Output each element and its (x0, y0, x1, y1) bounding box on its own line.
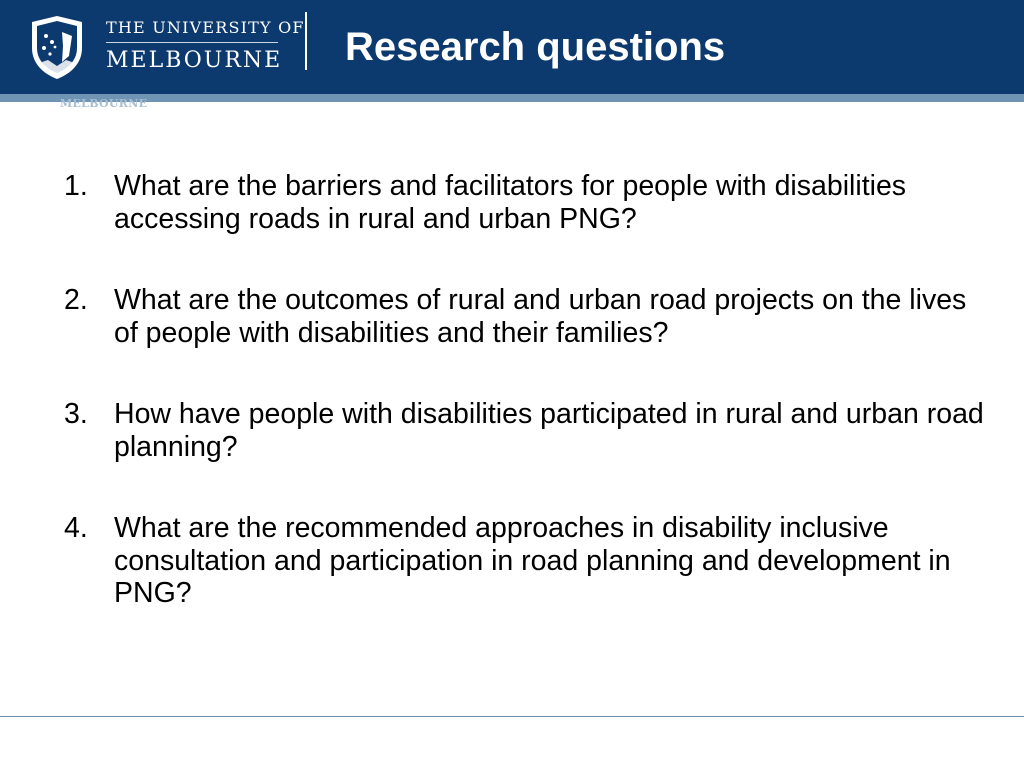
question-item (64, 512, 984, 610)
question-text: What are the outcomes of rural and urban road projects on the lives of people with disabilities and their families? (114, 284, 967, 349)
question-number: 4. (64, 512, 88, 544)
footer-divider (0, 716, 1024, 717)
header-bar (0, 0, 1024, 94)
research-questions-list (64, 170, 984, 659)
ghost-logo-text: MELBOURNE (60, 97, 148, 110)
question-text: How have people with disabilities participated in rural and urban road planning? (114, 398, 984, 463)
slide-title: Research questions (345, 25, 726, 69)
question-number: 3. (64, 398, 88, 430)
question-item (64, 398, 984, 463)
question-item (64, 170, 984, 235)
logo-text-top: THE UNIVERSITY OF (106, 18, 305, 37)
question-number: 1. (64, 170, 88, 202)
university-logo (20, 10, 305, 82)
logo-divider (106, 42, 278, 43)
question-text: What are the recommended approaches in disability inclusive consultation and participation in road planning and development in PNG? (114, 512, 951, 609)
question-number: 2. (64, 284, 88, 316)
header-divider (305, 12, 307, 70)
crest-icon (22, 12, 92, 82)
logo-text-bottom: MELBOURNE (106, 48, 283, 73)
header-stripe (0, 94, 1024, 102)
question-text: What are the barriers and facilitators for people with disabilities accessing roads in rural and urban PNG? (114, 170, 907, 235)
question-item (64, 284, 984, 349)
